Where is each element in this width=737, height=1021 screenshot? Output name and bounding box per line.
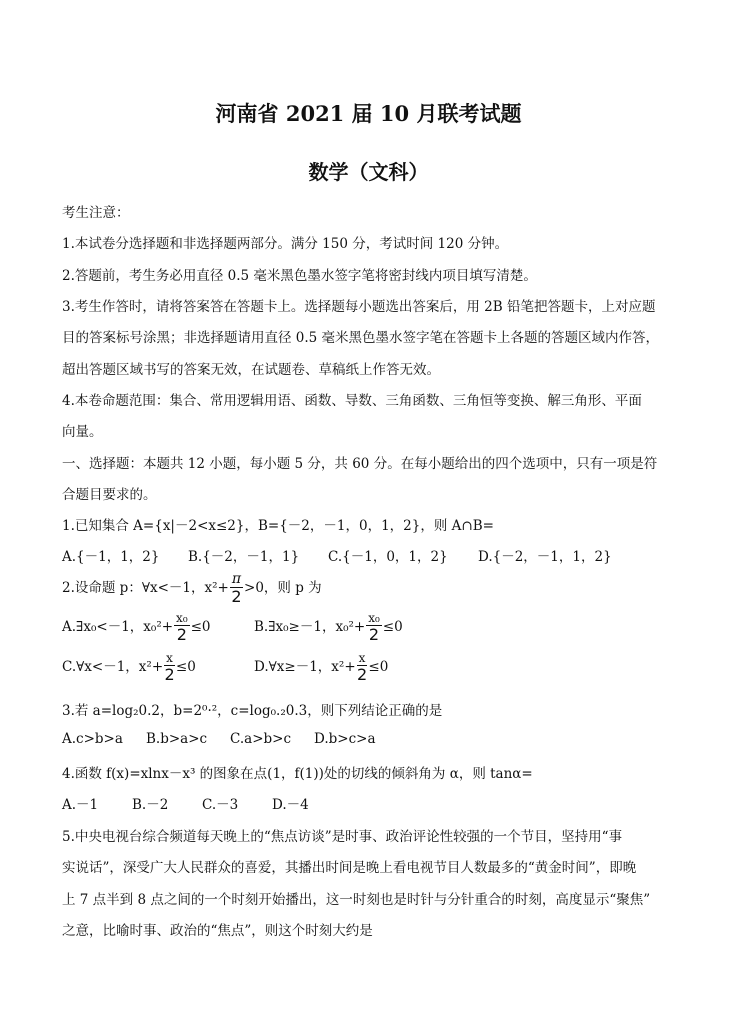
q4-option-a: A.－1 <box>62 797 99 813</box>
q2-option-d-num: x <box>358 651 366 665</box>
q2-option-c-tail: ≤0 <box>175 659 196 675</box>
notice-item-4-cont: 向量。 <box>62 424 103 440</box>
q4-option-b: B.－2 <box>132 797 169 813</box>
q3-option-b: B.b>a>c <box>146 731 208 747</box>
question-3-stem: 3.若 a=log₂0.2，b=2⁰·²，c=log₀.₂0.3，则下列结论正确的是 <box>62 703 443 719</box>
question-2-stem <box>62 572 322 605</box>
q3-option-a: A.c>b>a <box>62 731 123 747</box>
q2-option-a-text: A.∃x₀<－1，x₀²+ <box>62 619 174 635</box>
q2-option-c <box>62 652 196 683</box>
q2-option-c-text: C.∀x<－1，x²+ <box>62 659 164 675</box>
question-5-line-2: 实说话”，深受广大人民群众的喜爱，其播出时间是晚上看电视节目人数最多的“黄金时间”，即晚 <box>62 860 637 876</box>
q2-option-b-num: x₀ <box>368 611 380 625</box>
q3-option-c: C.a>b>c <box>230 731 292 747</box>
q2-option-a-num: x₀ <box>176 611 188 625</box>
q2-option-c-fraction <box>164 652 175 683</box>
section-heading: 一、选择题：本题共 12 小题，每小题 5 分，共 60 分。在每小题给出的四个选项中，只有一项是符 <box>62 456 658 472</box>
q2-fraction-den: 2 <box>231 587 242 606</box>
notice-heading: 考生注意： <box>62 205 130 221</box>
question-5-line-4: 之意，比喻时事、政治的“焦点”，则这个时刻大约是 <box>62 923 373 939</box>
page-subtitle: 数学（文科） <box>308 160 429 184</box>
question-5-line-3: 上 7 点半到 8 点之间的一个时刻开始播出，这一时刻也是时针与分针重合的时刻，高度显示“聚焦” <box>62 892 651 908</box>
q2-option-b-fraction <box>366 612 382 643</box>
q2-option-a-tail: ≤0 <box>190 619 211 635</box>
q1-option-a: A.{－1，1，2} <box>62 549 160 565</box>
q2-option-b-den: 2 <box>368 625 380 644</box>
q2-stem-text: 2.设命题 p：∀x<－1，x²+ <box>62 580 229 596</box>
q2-option-d-den: 2 <box>356 665 368 684</box>
q1-option-c: C.{－1，0，1，2} <box>328 549 448 565</box>
q2-option-b-text: B.∃x₀≥－1，x₀²+ <box>254 619 366 635</box>
notice-item-3-cont: 目的答案标号涂黑；非选择题请用直径 0.5 毫米黑色墨水签字笔在答题卡上各题的答题区域内作答， <box>62 330 660 346</box>
q2-option-a-fraction <box>174 612 190 643</box>
q2-option-d-text: D.∀x≥－1，x²+ <box>254 659 356 675</box>
q1-option-b: B.{－2，－1，1} <box>188 549 300 565</box>
q2-stem-tail: >0，则 p 为 <box>244 580 322 596</box>
q4-option-d: D.－4 <box>272 797 309 813</box>
q2-fraction <box>230 572 243 605</box>
question-4-stem: 4.函数 f(x)=xlnx－x³ 的图象在点(1，f(1))处的切线的倾斜角为 α，则 tanα= <box>62 766 533 782</box>
notice-item-4: 4.本卷命题范围：集合、常用逻辑用语、函数、导数、三角函数、三角恒等变换、解三角形、平面 <box>62 393 642 409</box>
question-5-line-1: 5.中央电视台综合频道每天晚上的“焦点访谈”是时事、政治评论性较强的一个节目，坚持用“事 <box>62 829 623 845</box>
q1-option-d: D.{－2，－1，1，2} <box>478 549 612 565</box>
notice-item-2: 2.答题前，考生务必用直径 0.5 毫米黑色墨水签字笔将密封线内项目填写清楚。 <box>62 268 537 284</box>
q2-fraction-num: π <box>231 571 242 587</box>
question-1-stem: 1.已知集合 A={x|－2<x≤2}，B={－2，－1，0，1，2}，则 A∩B= <box>62 518 494 534</box>
notice-item-3: 3.考生作答时，请将答案答在答题卡上。选择题每小题选出答案后，用 2B 铅笔把答题卡，上对应题 <box>62 299 656 315</box>
page-title: 河南省 2021 届 10 月联考试题 <box>215 101 522 126</box>
q2-option-a-den: 2 <box>176 625 187 644</box>
q2-option-b-tail: ≤0 <box>382 619 403 635</box>
notice-item-3-cont2: 超出答题区域书写的答案无效，在试题卷、草稿纸上作答无效。 <box>62 362 440 378</box>
q3-option-d: D.b>c>a <box>314 731 376 747</box>
section-heading-cont: 合题目要求的。 <box>62 487 157 503</box>
q2-option-c-num: x <box>166 651 173 665</box>
notice-item-1: 1.本试卷分选择题和非选择题两部分。满分 150 分，考试时间 120 分钟。 <box>62 236 509 252</box>
q2-option-c-den: 2 <box>164 665 175 684</box>
q2-option-d-fraction <box>357 652 368 683</box>
q4-option-c: C.－3 <box>202 797 239 813</box>
q2-option-b <box>254 612 403 643</box>
q2-option-d-tail: ≤0 <box>368 659 389 675</box>
q2-option-a <box>62 612 211 643</box>
q2-option-d <box>254 652 388 683</box>
